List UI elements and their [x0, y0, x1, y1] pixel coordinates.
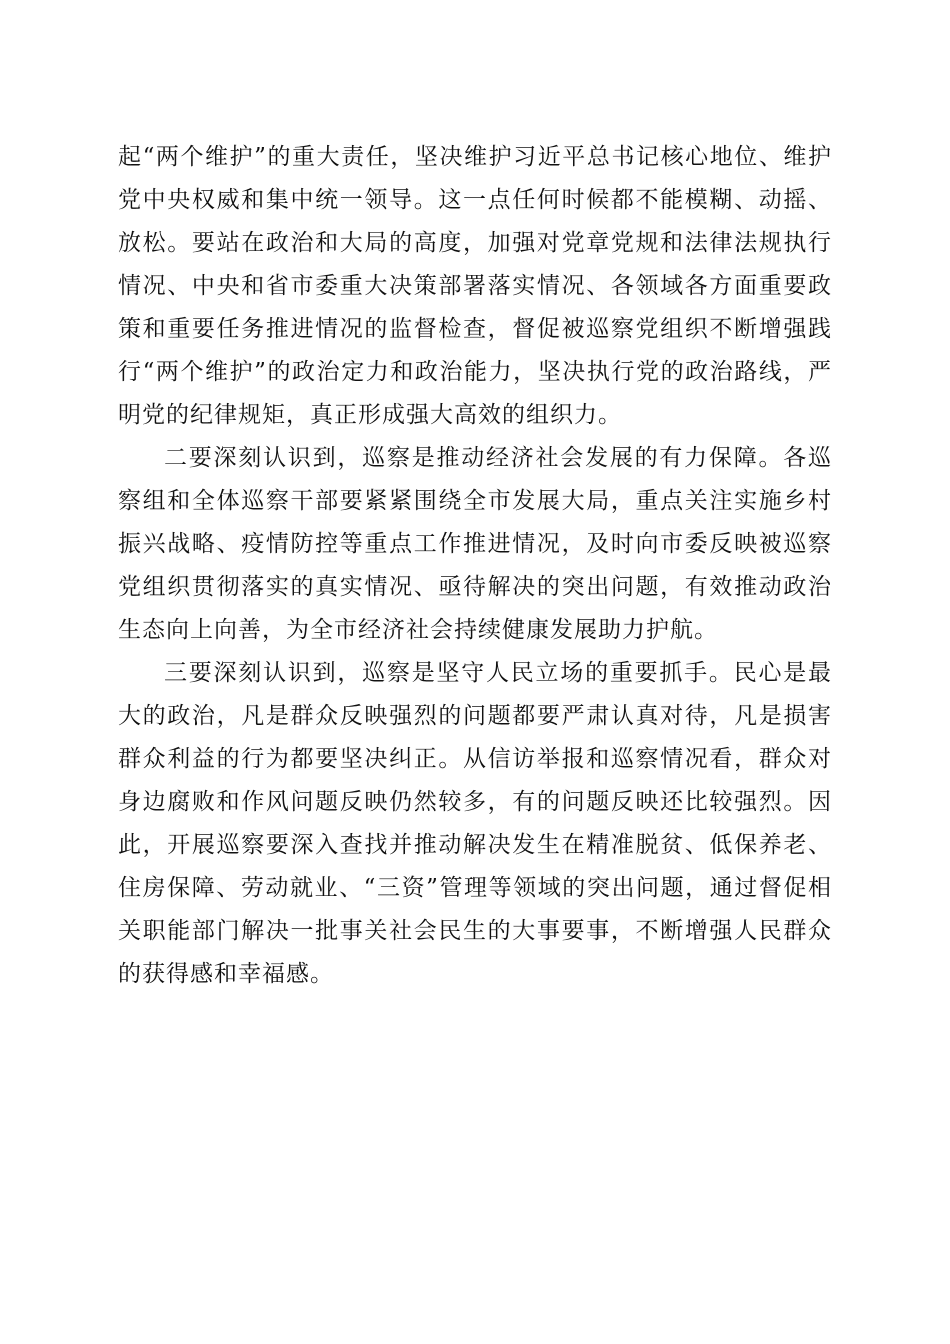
- paragraph-1: 起“两个维护”的重大责任，坚决维护习近平总书记核心地位、维护党中央权威和集中统一领导。这一点任何时候都不能模糊、动摇、放松。要站在政治和大局的高度，加强对党章党规和法律法规执行情况、中央和省市委重大决策部署落实情况、各领域各方面重要政策和重要任务推进情况的监督检查，督促被巡察党组织不断增强践行“两个维护”的政治定力和政治能力，坚决执行党的政治路线，严明党的纪律规矩，真正形成强大高效的组织力。: [118, 144, 832, 428]
- paragraph-2: 二要深刻认识到，巡察是推动经济社会发展的有力保障。各巡察组和全体巡察干部要紧紧围绕全市发展大局，重点关注实施乡村振兴战略、疫情防控等重点工作推进情况，及时向市委反映被巡察党组织贯彻落实的真实情况、亟待解决的突出问题，有效推动政治生态向上向善，为全市经济社会持续健康发展助力护航。: [118, 445, 832, 643]
- document-body: [118, 136, 832, 996]
- paragraph-3: 三要深刻认识到，巡察是坚守人民立场的重要抓手。民心是最大的政治，凡是群众反映强烈的问题都要严肃认真对待，凡是损害群众利益的行为都要坚决纠正。从信访举报和巡察情况看，群众对身边腐败和作风问题反映仍然较多，有的问题反映还比较强烈。因此，开展巡察要深入查找并推动解决发生在精准脱贫、低保养老、住房保障、劳动就业、“三资”管理等领域的突出问题，通过督促相关职能部门解决一批事关社会民生的大事要事，不断增强人民群众的获得感和幸福感。: [118, 660, 832, 987]
